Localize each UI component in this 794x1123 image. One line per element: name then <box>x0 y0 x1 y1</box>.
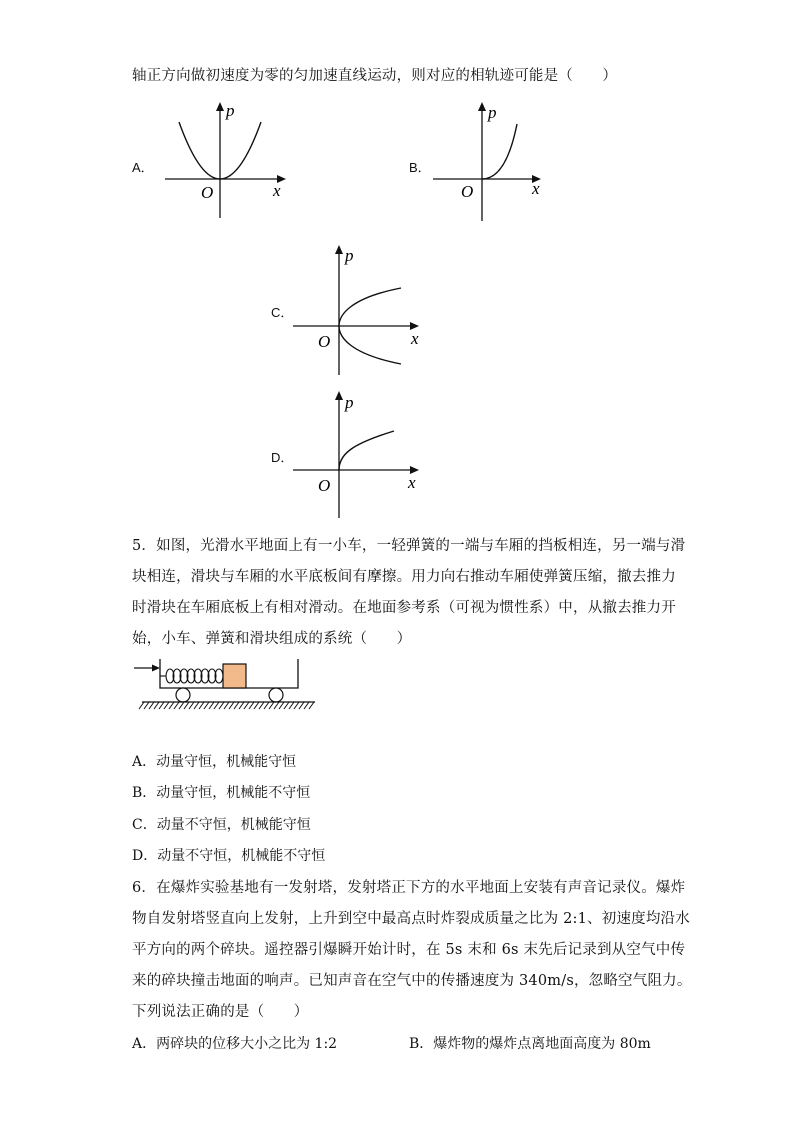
q6-stem-line-1: 6．在爆炸实验基地有一发射塔，发射塔正下方的水平地面上安装有声音记录仪。爆炸 <box>132 880 686 896</box>
q4-option-d-label: D． <box>271 450 294 465</box>
slider-block <box>223 664 246 688</box>
q6-option-b: B．爆炸物的爆炸点离地面高度为 80m <box>409 1036 651 1052</box>
q6-stem-line-2: 物自发射塔竖直向上发射，上升到空中最高点时炸裂成质量之比为 2:1、初速度均沿水 <box>132 911 690 927</box>
p-axis-arrow-icon <box>335 391 343 400</box>
q5-stem-line-1: 5．如图，光滑水平地面上有一小车，一轻弹簧的一端与车厢的挡板相连，另一端与滑 <box>132 538 686 554</box>
axis-label-p: p <box>345 246 354 265</box>
q4-graph-c <box>290 242 440 377</box>
q5-stem-line-2: 块相连，滑块与车厢的水平底板间有摩擦。用力向右推动车厢使弹簧压缩，撤去推力 <box>132 569 676 585</box>
q4-graph-b <box>430 100 570 225</box>
origin-label: O <box>201 183 214 202</box>
q5-cart-diagram <box>132 655 322 715</box>
curve-sqrt <box>339 431 394 470</box>
p-axis-arrow-icon <box>478 102 486 111</box>
q6-stem-line-4: 来的碎块撞击地面的响声。已知声音在空气中的传播速度为 340m/s，忽略空气阻力。 <box>132 973 692 989</box>
q4-stem-tail: 轴正方向做初速度为零的匀加速直线运动，则对应的相轨迹可能是（ ） <box>132 68 618 84</box>
spring <box>160 669 223 683</box>
p-axis-arrow-icon <box>335 245 343 254</box>
q6-option-a: A．两碎块的位移大小之比为 1:2 <box>132 1036 338 1052</box>
axis-label-x: x <box>532 179 540 198</box>
q5-option-d: D．动量不守恒，机械能不守恒 <box>132 848 326 864</box>
p-axis-arrow-icon <box>216 102 224 111</box>
push-arrow-head-icon <box>152 665 160 672</box>
axis-label-x: x <box>273 181 281 200</box>
axis-label-p: p <box>345 393 354 412</box>
q5-stem-line-3: 时滑块在车厢底板上有相对滑动。在地面参考系（可视为惯性系）中，从撤去推力开 <box>132 600 676 616</box>
q5-option-b: B．动量守恒，机械能不守恒 <box>132 785 311 801</box>
axis-label-x: x <box>411 329 419 348</box>
q4-option-a-label: A． <box>132 160 154 175</box>
q5-option-a: A．动量守恒，机械能守恒 <box>132 754 297 770</box>
ground-hatch <box>139 702 314 709</box>
q6-stem-line-3: 平方向的两个碎块。遥控器引爆瞬开始计时，在 5s 末和 6s 末先后记录到从空气中传 <box>132 942 686 958</box>
q4-graph-a <box>160 100 300 220</box>
wheel-right <box>269 688 283 702</box>
axis-label-p: p <box>226 101 235 120</box>
q6-stem-line-5: 下列说法正确的是（ ） <box>132 1004 309 1020</box>
curve-parabola-half <box>482 124 517 179</box>
origin-label: O <box>318 476 331 495</box>
wheel-left <box>176 688 190 702</box>
axis-label-p: p <box>488 103 497 122</box>
q4-option-c-label: C． <box>271 305 294 320</box>
q5-stem-line-4: 始，小车、弹簧和滑块组成的系统（ ） <box>132 631 412 647</box>
q5-option-c: C．动量不守恒，机械能守恒 <box>132 817 311 833</box>
origin-label: O <box>318 332 331 351</box>
axis-label-x: x <box>408 473 416 492</box>
origin-label: O <box>461 182 474 201</box>
q4-graph-d <box>290 388 440 523</box>
q4-option-b-label: B． <box>409 160 431 175</box>
